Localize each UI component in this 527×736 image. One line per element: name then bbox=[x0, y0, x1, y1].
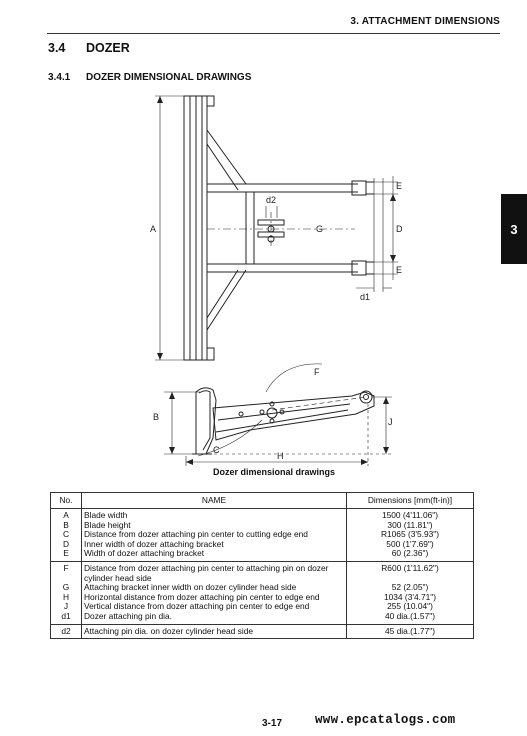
cell-dimension: 52 (2.05") bbox=[347, 583, 474, 593]
cell-name: Blade width bbox=[82, 509, 347, 521]
page-number: 3-17 bbox=[262, 718, 283, 729]
label-H: H bbox=[277, 451, 284, 461]
label-E-lower: E bbox=[396, 265, 403, 275]
label-C: C bbox=[213, 445, 220, 455]
cell-no: B bbox=[51, 521, 82, 531]
brand-watermark: www.epcatalogs.com bbox=[315, 713, 456, 727]
table-row bbox=[51, 549, 474, 561]
cell-dimension: 500 (1'7.69") bbox=[347, 540, 474, 550]
cell-name: Vertical distance from dozer attaching pin center to edge end bbox=[82, 602, 347, 612]
dimension-table bbox=[50, 492, 474, 639]
cell-name: Attaching pin dia. on dozer cylinder head side bbox=[82, 624, 347, 639]
cell-dimension: 1034 (3'4.71") bbox=[347, 593, 474, 603]
dimension-table-body bbox=[51, 509, 474, 639]
label-d2: d2 bbox=[266, 195, 277, 205]
col-header-dimensions: Dimensions [mm(ft-in)] bbox=[347, 493, 474, 509]
table-row bbox=[51, 509, 474, 521]
label-B: B bbox=[153, 412, 160, 422]
cell-no: G bbox=[51, 583, 82, 593]
table-row bbox=[51, 624, 474, 639]
cell-name: Distance from dozer attaching pin center to attaching pin on dozer bbox=[82, 561, 347, 573]
subsection-number: 3.4.1 bbox=[48, 72, 71, 83]
cell-dimension: 255 (10.04") bbox=[347, 602, 474, 612]
cell-dimension: 45 dia.(1.77") bbox=[347, 624, 474, 639]
table-row bbox=[51, 612, 474, 624]
cell-no: A bbox=[51, 509, 82, 521]
cell-no: C bbox=[51, 530, 82, 540]
cell-name: Dozer attaching pin dia. bbox=[82, 612, 347, 624]
cell-dimension: 60 (2.36") bbox=[347, 549, 474, 561]
table-row bbox=[51, 561, 474, 573]
label-d1: d1 bbox=[360, 292, 371, 302]
cell-name: Distance from dozer attaching pin center to cutting edge end bbox=[82, 530, 347, 540]
drawing-caption: Dozer dimensional drawings bbox=[213, 467, 336, 477]
cell-dimension: 300 (11.81") bbox=[347, 521, 474, 531]
label-E-upper: E bbox=[396, 181, 403, 191]
col-header-no: No. bbox=[51, 493, 82, 509]
table-header-row bbox=[51, 493, 474, 509]
section-number: 3.4 bbox=[48, 41, 66, 55]
cell-name: Attaching bracket inner width on dozer cylinder head side bbox=[82, 583, 347, 593]
col-header-name: NAME bbox=[82, 493, 347, 509]
chapter-side-tab: 3 bbox=[501, 194, 527, 264]
cell-no: J bbox=[51, 602, 82, 612]
cell-name: Width of dozer attaching bracket bbox=[82, 549, 347, 561]
push-frame-side-view bbox=[213, 392, 374, 440]
section-title: DOZER bbox=[86, 41, 130, 55]
label-F: F bbox=[314, 367, 320, 377]
cell-no: E bbox=[51, 549, 82, 561]
cell-no: H bbox=[51, 593, 82, 603]
label-A: A bbox=[150, 224, 157, 234]
cell-dimension: 1500 (4'11.06") bbox=[347, 509, 474, 521]
cell-name: Blade height bbox=[82, 521, 347, 531]
cell-no: D bbox=[51, 540, 82, 550]
cell-no: d1 bbox=[51, 612, 82, 624]
cell-no: d2 bbox=[51, 624, 82, 639]
label-G: G bbox=[316, 224, 324, 234]
chapter-header: 3. ATTACHMENT DIMENSIONS bbox=[350, 16, 500, 27]
cell-dimension: R1065 (3'5.93") bbox=[347, 530, 474, 540]
cell-no: F bbox=[51, 561, 82, 573]
subsection-title: DOZER DIMENSIONAL DRAWINGS bbox=[86, 72, 252, 83]
cell-name: Horizontal distance from dozer attaching pin center to edge end bbox=[82, 593, 347, 603]
label-D: D bbox=[396, 224, 403, 234]
label-J: J bbox=[388, 417, 393, 427]
cell-name: cylinder head side bbox=[82, 574, 347, 584]
cell-name: Inner width of dozer attaching bracket bbox=[82, 540, 347, 550]
cell-dimension: R600 (1'11.62") bbox=[347, 561, 474, 573]
cell-dimension: 40 dia.(1.57") bbox=[347, 612, 474, 624]
